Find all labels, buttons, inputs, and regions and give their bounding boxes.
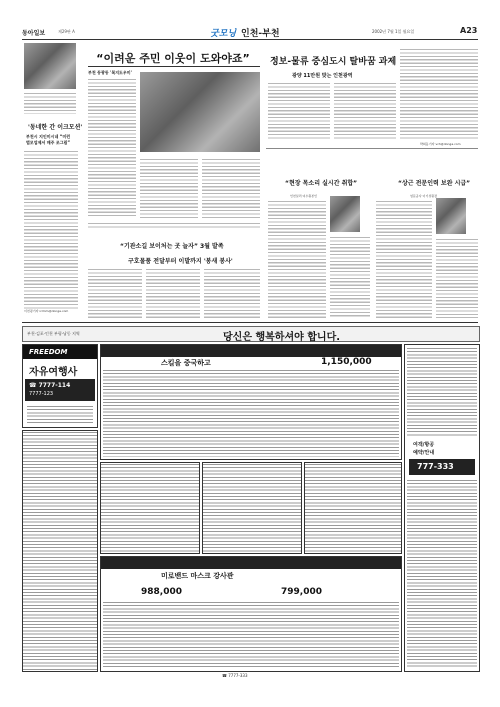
freedom-text (27, 405, 93, 425)
masthead (22, 26, 478, 38)
port-byline: 박회동기자 vch@donga.com (420, 142, 461, 146)
main-ad (100, 344, 402, 460)
page-number: A23 (460, 26, 478, 35)
main-body-col1 (88, 78, 136, 218)
left-sidebar-subhead: 부천시 지인미시네 “미런 법모업제서 매주 조그림” (26, 134, 71, 145)
left-photo (24, 43, 76, 89)
contact-phone: ☎ 7777-333 (222, 673, 248, 678)
bottom-ad (100, 556, 402, 672)
port-headline: 정보-물류 중심도시 탈바꿈 과제 (270, 57, 397, 67)
port-rule (266, 148, 478, 149)
main-photo (140, 72, 260, 152)
center-headline: “기관소길 보이처는 곳 늘자” 3월 발족 (120, 243, 224, 250)
left-sidebar-headline: '동네한 간 이크모션' (28, 124, 83, 131)
good-morning-logo: 굿모닝 (210, 29, 237, 39)
right-ad-body-bottom (407, 479, 477, 667)
interview-right-body2 (436, 238, 478, 318)
right-ad-body-top (407, 347, 477, 437)
right-ad-phone: 777-333 (417, 462, 454, 471)
paper-name: 동아일보 (22, 30, 46, 37)
freedom-ad (22, 344, 98, 428)
main-ad-body (103, 369, 399, 457)
port-subhead: 광양 11만원 맞는 인천광역 (292, 73, 353, 79)
editorial-bottom-rule (22, 322, 478, 323)
mid-listings-2 (202, 462, 302, 554)
main-ad-dark-strip (101, 345, 401, 357)
main-body-col2 (140, 158, 198, 218)
right-ad-heading-2: 예약/안내 (413, 450, 435, 456)
masthead-rule (22, 39, 478, 40)
bottom-ad-price-2: 799,000 (281, 587, 322, 597)
main-subhead: 부천 동광동 '복지도우미' (88, 70, 132, 75)
main-body-col3 (202, 158, 260, 218)
mid-listings-1 (100, 462, 200, 554)
left-photo-caption (24, 92, 76, 114)
right-ad (404, 344, 480, 672)
left-byline: 이천평기자 iclmm@donga.com (24, 309, 69, 313)
region-title: 인천-부천 (241, 29, 280, 39)
freedom-logo: FREEDOM (29, 348, 68, 356)
main-photo-caption (88, 222, 260, 230)
contact-strip (22, 672, 478, 680)
section-label: 제29판 A (58, 29, 75, 34)
center-body-col2 (146, 268, 200, 318)
interview-left-body (268, 200, 326, 318)
main-ad-title: 스킬을 중국하고 (161, 359, 211, 367)
freedom-phone: ☎ 7777-114 (29, 382, 71, 389)
interview-right-headline: “상근 전문인력 보완 시급” (398, 180, 471, 187)
port-body-col1 (268, 82, 330, 140)
interview-left-body2 (330, 236, 370, 318)
left-listings (22, 430, 98, 672)
interview-left-caption: 인천실리 여수원본인 (290, 194, 318, 198)
freedom-fax: 7777-123 (29, 391, 54, 397)
freedom-name: 자유여행사 (29, 367, 78, 378)
right-ad-heading-1: 여객/항공 (413, 442, 435, 448)
port-body-col2 (334, 82, 396, 140)
ad-banner-main: 당신은 행복하셔야 합니다. (223, 332, 341, 343)
center-body-col3 (204, 268, 260, 318)
interview-right-photo (436, 198, 466, 234)
bottom-ad-title: 미로밴드 마스크 강사관 (161, 572, 234, 580)
bottom-ad-body (103, 601, 399, 669)
interview-left-headline: “현장 목소리 실시간 취합” (285, 180, 358, 187)
main-headline: “이려운 주민 이웃이 도와야죠” (96, 52, 250, 65)
interview-right-caption: 엄문공사 이기성원장 (410, 194, 438, 198)
interview-right-body (376, 200, 432, 318)
bottom-ad-price: 988,000 (141, 587, 182, 597)
center-subhead: 구호물품 전달부터 이발까지 '봉새 봉사' (128, 258, 233, 265)
mid-listings-3 (304, 462, 402, 554)
left-sidebar-body (24, 150, 78, 310)
port-body-col3 (400, 48, 478, 140)
issue-date: 2002년 7월 1일 월요일 (372, 29, 415, 34)
ad-banner (22, 326, 480, 342)
main-headline-rule (88, 66, 260, 67)
interview-left-photo (330, 196, 360, 232)
main-ad-price: 1,150,000 (321, 357, 372, 367)
center-body-col1 (88, 268, 142, 318)
bottom-ad-strip (101, 557, 401, 569)
ad-banner-left: 부천·김포·인천 부평·남동 지역 (27, 331, 80, 336)
